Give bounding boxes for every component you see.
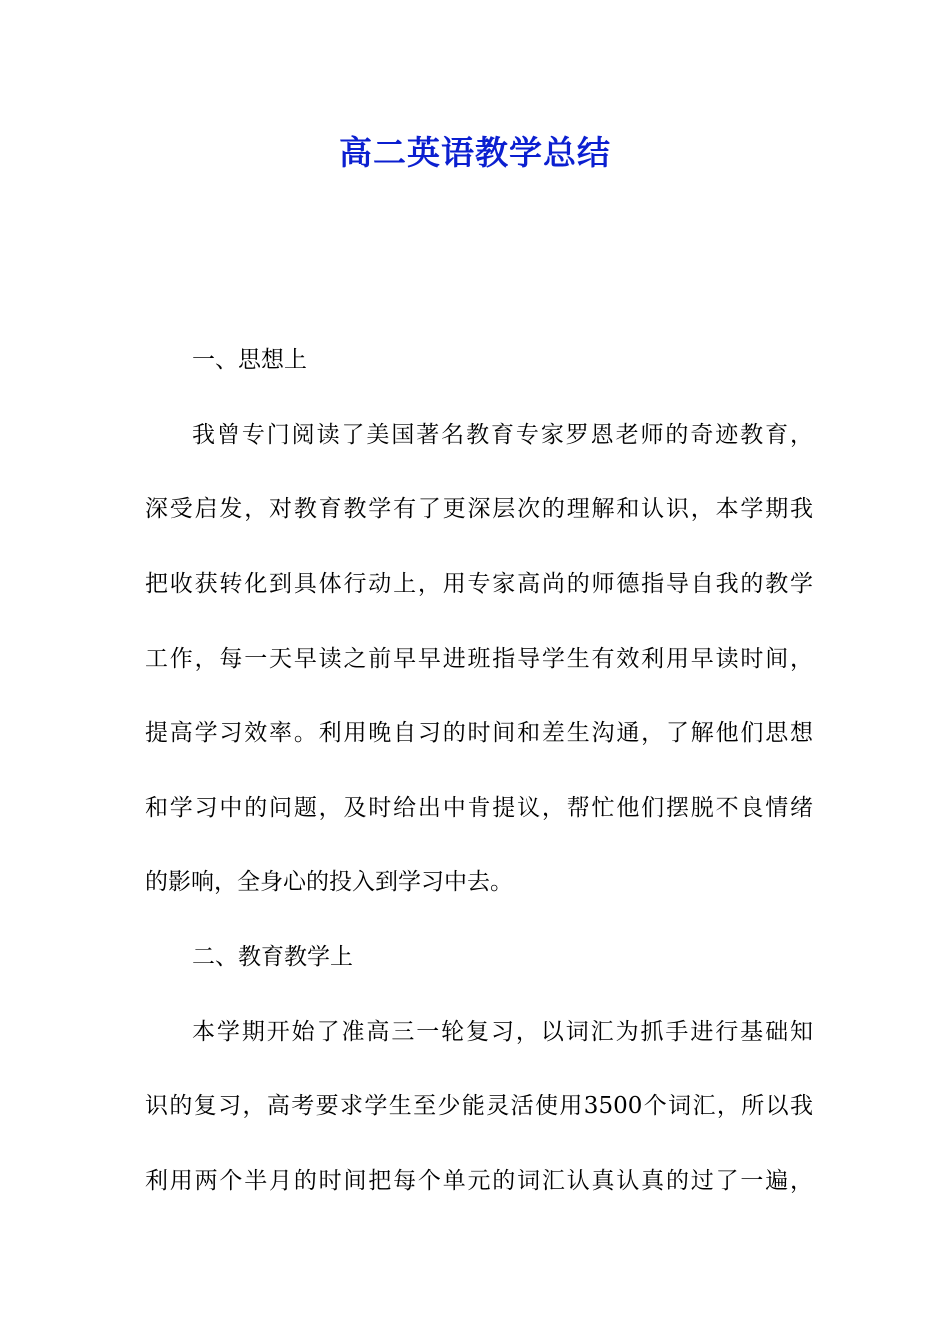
document-title: 高二英语教学总结 [339, 133, 611, 172]
paragraph-line: 本学期开始了准高三一轮复习，以词汇为抓手进行基础知 [192, 1019, 813, 1045]
paragraph-line: 我曾专门阅读了美国著名教育专家罗恩老师的奇迹教育， [192, 422, 813, 448]
section-heading-thought: 一、思想上 [192, 347, 307, 373]
paragraph-line: 深受启发，对教育教学有了更深层次的理解和认识，本学期我 [145, 496, 813, 522]
paragraph-line: 的影响，全身心的投入到学习中去。 [145, 869, 513, 895]
paragraph-line: 识的复习，高考要求学生至少能灵活使用3500个词汇，所以我 [145, 1093, 813, 1119]
section-heading-teaching: 二、教育教学上 [192, 944, 353, 970]
paragraph-line: 利用两个半月的时间把每个单元的词汇认真认真的过了一遍， [145, 1168, 813, 1194]
paragraph-line: 把收获转化到具体行动上，用专家高尚的师德指导自我的教学 [145, 571, 813, 597]
paragraph-line: 提高学习效率。利用晚自习的时间和差生沟通，了解他们思想 [145, 720, 813, 746]
paragraph-line: 工作，每一天早读之前早早进班指导学生有效利用早读时间， [145, 646, 813, 672]
paragraph-line: 和学习中的问题，及时给出中肯提议，帮忙他们摆脱不良情绪 [145, 795, 813, 821]
